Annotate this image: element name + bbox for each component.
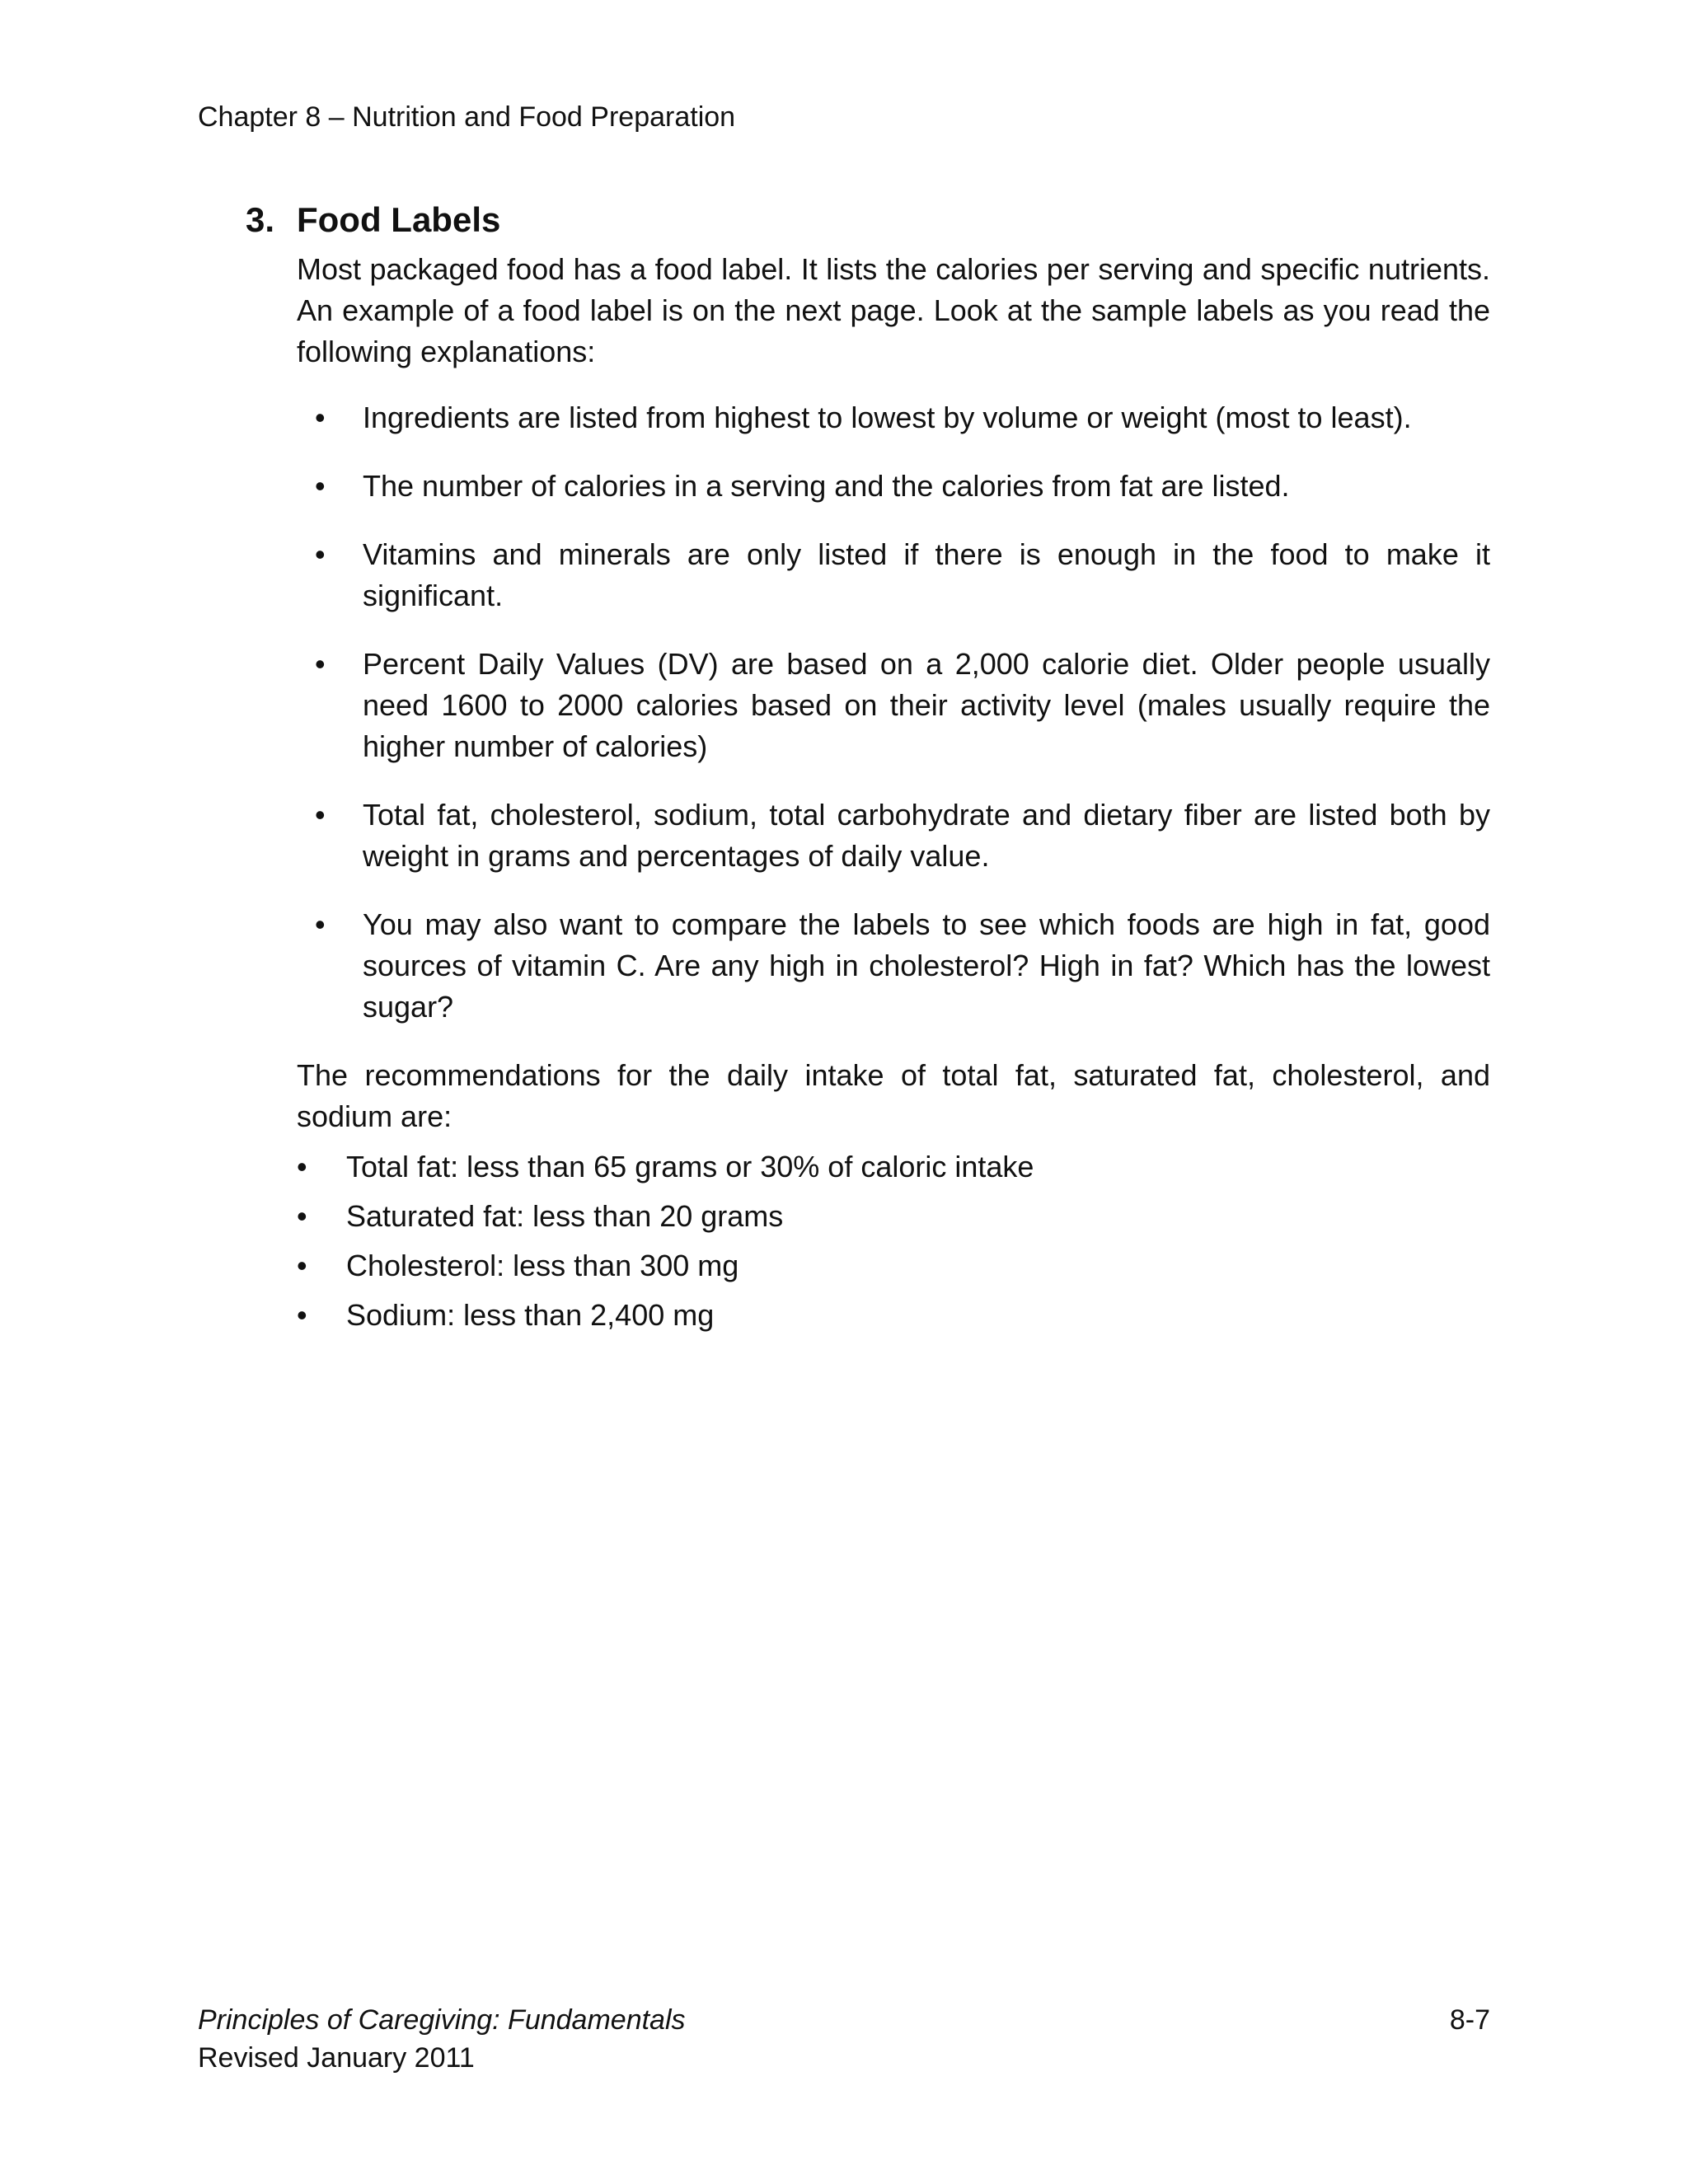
list-item-text: Percent Daily Values (DV) are based on a 2,000 calorie diet. Older people usually need 1600 to 2000 calories based on their activity level (males usually require the higher number of calories) [363,647,1490,763]
section-body [297,249,1490,1340]
intro-paragraph: Most packaged food has a food label. It lists the calories per serving and specific nutrients. An example of a food label is on the next page. Look at the sample labels as you read the following explanations: [297,252,1490,368]
section-heading [246,198,1490,242]
bullet-icon: • [315,798,326,832]
section-food-labels [246,198,1490,1340]
list-item [297,466,1490,507]
recommendation-item [297,1192,1490,1241]
bullet-icon: • [315,537,326,571]
list-item [297,904,1490,1028]
bullet-icon: • [315,469,326,503]
list-item-text: You may also want to compare the labels to see which foods are high in fat, good sources of vitamin C. Are any high in cholesterol? High in fat? Which has the lowest sugar? [363,907,1490,1024]
recommendation-text: Total fat: less than 65 grams or 30% of caloric intake [346,1150,1034,1183]
recommendation-text: Saturated fat: less than 20 grams [346,1199,784,1233]
page-footer [198,2001,1490,2077]
list-item-text: Vitamins and minerals are only listed if there is enough in the food to make it significant. [363,537,1490,612]
recommendation-text: Cholesterol: less than 300 mg [346,1249,739,1282]
bullet-icon: • [315,647,326,681]
list-item [297,794,1490,877]
recommendations-intro: The recommendations for the daily intake of total fat, saturated fat, cholesterol, and sodium are: [297,1058,1490,1133]
list-item [297,644,1490,767]
explanation-list [297,397,1490,1028]
list-item-text: Ingredients are listed from highest to lowest by volume or weight (most to least). [363,401,1412,434]
recommendation-item [297,1241,1490,1291]
list-item [297,534,1490,616]
footer-book-title: Principles of Caregiving: Fundamentals [198,2004,686,2036]
bullet-icon: • [297,1150,307,1183]
bullet-icon: • [315,401,326,434]
recommendation-item [297,1291,1490,1340]
list-item-text: The number of calories in a serving and the calories from fat are listed. [363,469,1290,503]
recommendations-list [297,1142,1490,1340]
bullet-icon: • [297,1249,307,1282]
recommendation-text: Sodium: less than 2,400 mg [346,1298,715,1332]
footer-revised: Revised January 2011 [198,2042,475,2074]
list-item-text: Total fat, cholesterol, sodium, total carbohydrate and dietary fiber are listed both by weight in grams and percentages of daily value. [363,798,1490,873]
section-title: Food Labels [297,200,501,239]
page-number: 8-7 [1449,2004,1490,2036]
running-header: Chapter 8 – Nutrition and Food Preparation [198,101,736,133]
footer-row [198,2001,1490,2039]
list-item [297,397,1490,438]
recommendation-item [297,1142,1490,1192]
bullet-icon: • [297,1298,307,1332]
bullet-icon: • [315,907,326,941]
section-number: 3. [246,200,275,239]
bullet-icon: • [297,1199,307,1233]
